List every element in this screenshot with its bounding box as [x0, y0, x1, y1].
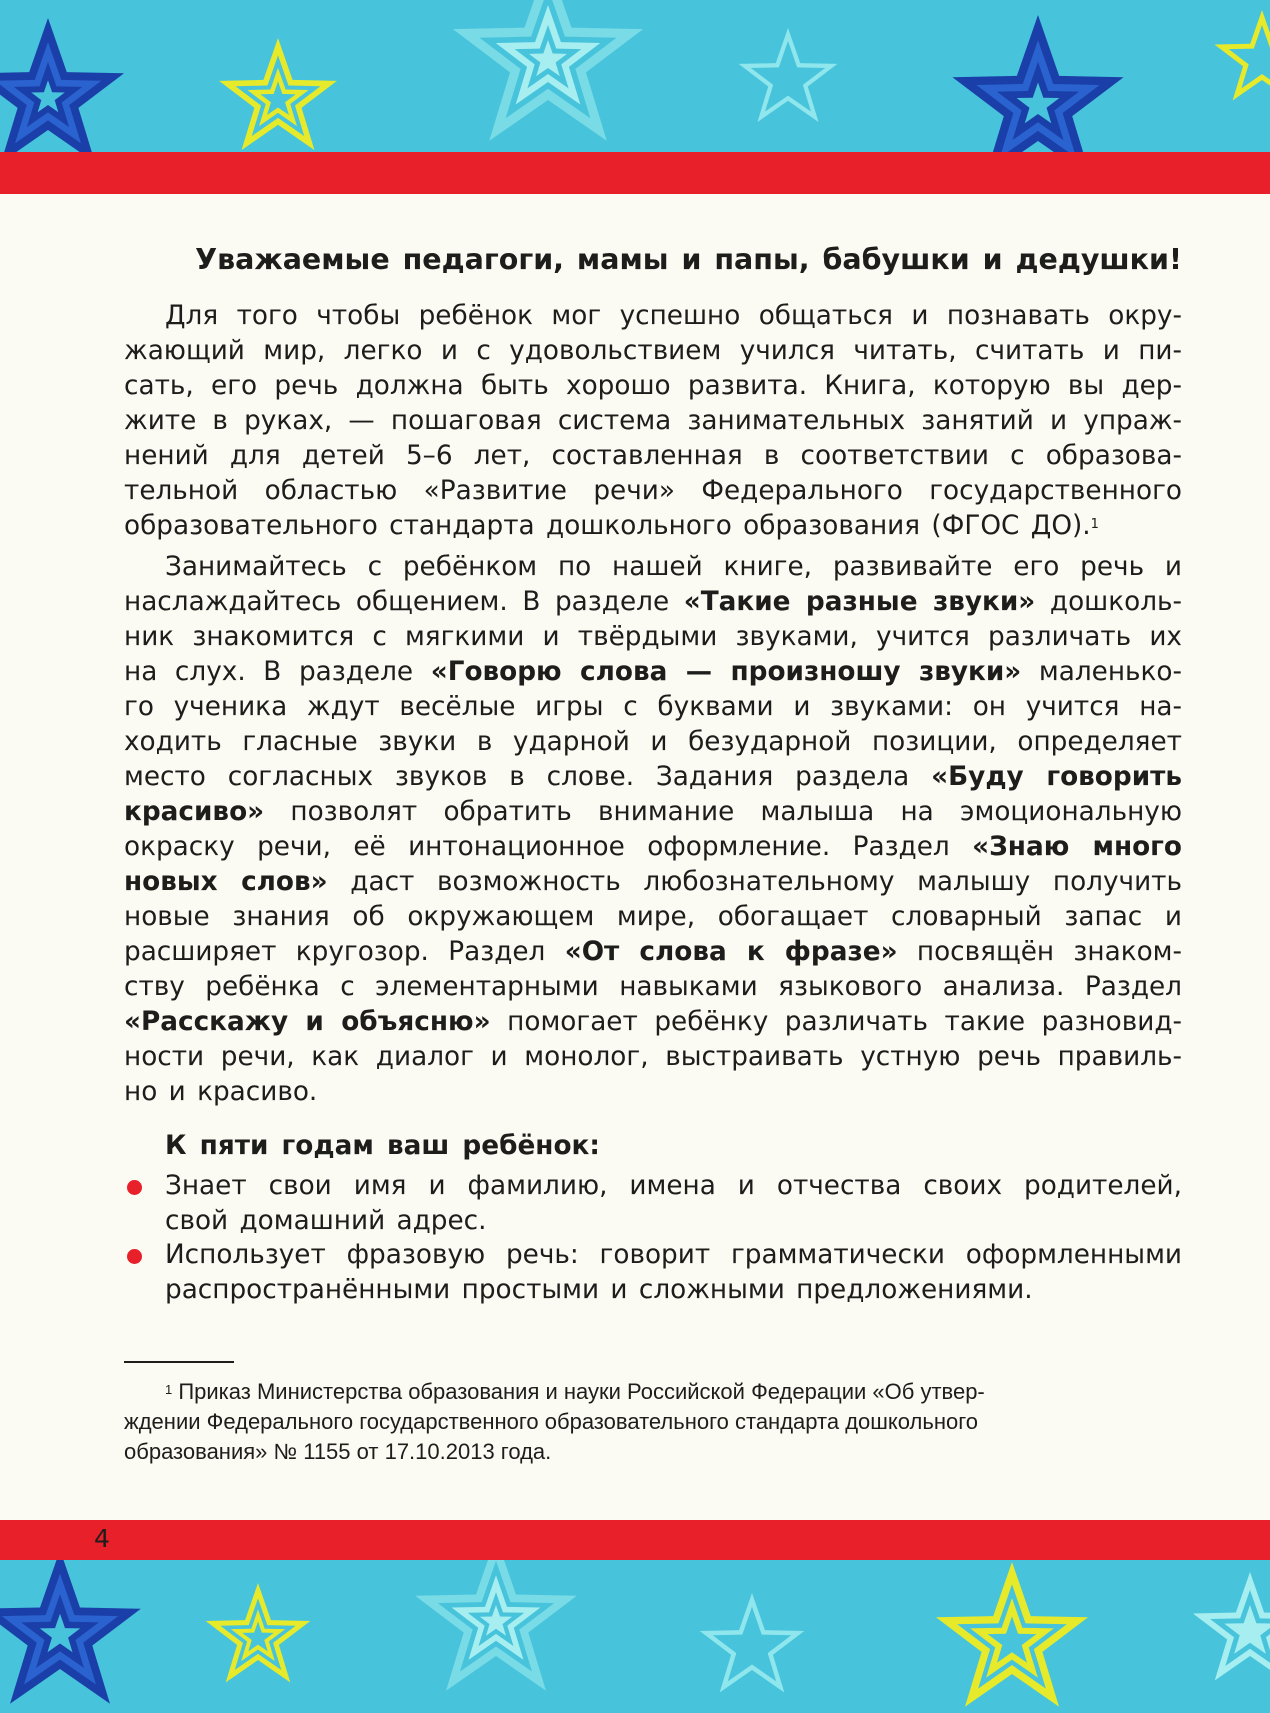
- star-icon: [1214, 10, 1270, 100]
- text-line: [124, 865, 1182, 900]
- text-line: жите в руках, — пошаговая система занимательных занятий и упраж-: [124, 406, 1182, 436]
- star-icon: [700, 1593, 805, 1692]
- bottom-red-stripe: [0, 1520, 1270, 1560]
- section-title: «Говорю слова — произношу звуки»: [430, 657, 1022, 687]
- top-red-stripe: [0, 152, 1270, 194]
- text-line: нений для детей 5–6 лет, составленная в соответствии с образова-: [124, 441, 1182, 471]
- star-icon: [739, 28, 838, 122]
- text-line: тельной областью «Развитие речи» Федерального государственного: [124, 476, 1182, 506]
- skills-subheading: К пяти годам ваш ребёнок:: [165, 1131, 600, 1161]
- text-line: ству ребёнка с элементарными навыками языкового анализа. Раздел: [124, 972, 1182, 1002]
- bullet-icon: [127, 1249, 142, 1264]
- star-icon: [206, 1583, 311, 1682]
- text-run: Приказ Министерства образования и науки Российской Федерации «Об утвер-: [172, 1379, 985, 1404]
- text-run: даст возможность любознательному малышу получить: [327, 867, 1182, 897]
- section-title: «Такие разные звуки»: [683, 587, 1036, 617]
- star-icon: [952, 15, 1123, 152]
- text-line: Использует фразовую речь: говорит грамматически оформленными: [165, 1240, 1182, 1270]
- text-line: ник знакомится с мягкими и твёрдыми звуками, учится различать их: [124, 622, 1182, 652]
- text-line: [124, 760, 1182, 795]
- section-title: новых слов»: [124, 867, 328, 897]
- text-line: ждении Федерального государственного образовательного стандарта дошкольного: [124, 1409, 979, 1434]
- text-line: ности речи, как диалог и монолог, выстраивать устную речь правиль-: [124, 1042, 1182, 1072]
- text-run: посвящён знаком-: [897, 937, 1182, 967]
- text-line: [124, 1005, 1182, 1040]
- intro-paragraph: [124, 299, 1182, 544]
- text-run: наслаждайтесь общением. В разделе: [124, 587, 684, 617]
- text-line: [124, 655, 1182, 690]
- text-line: [124, 585, 1182, 620]
- text-line: [124, 795, 1182, 830]
- text-run: дошколь-: [1035, 587, 1182, 617]
- text-line: [124, 830, 1182, 865]
- star-icon: [415, 1560, 577, 1691]
- text-run: помогает ребёнку различать такие разновид-: [490, 1007, 1182, 1037]
- text-line: [124, 509, 1182, 544]
- text-run: позволят обратить внимание малыша на эмоциональную: [264, 797, 1182, 827]
- text-run: окраску речи, её интонационное оформление. Раздел: [124, 832, 973, 862]
- text-line: [124, 1377, 1136, 1407]
- text-line: но и красиво.: [124, 1077, 318, 1107]
- text-line: ходить гласные звуки в ударной и безударной позиции, определяет: [124, 727, 1182, 757]
- text-line: Занимайтесь с ребёнком по нашей книге, развивайте его речь и: [165, 552, 1182, 582]
- bottom-star-banner: [0, 1560, 1270, 1713]
- footnote-marker: 1: [165, 1382, 173, 1397]
- text-run: место согласных звуков в слове. Задания раздела: [124, 762, 932, 792]
- text-line: жающий мир, легко и с удовольствием учился читать, считать и пи-: [124, 336, 1182, 366]
- text-line: распространёнными простыми и сложными предложениями.: [165, 1275, 1033, 1305]
- star-icon: [936, 1562, 1088, 1707]
- text-line-content: образовательного стандарта дошкольного образования (ФГОС ДО).: [124, 511, 1091, 541]
- star-icon: [1193, 1572, 1270, 1681]
- text-line: новые знания об окружающем мире, обогащает словарный запас и: [124, 902, 1182, 932]
- text-run: на слух. В разделе: [124, 657, 431, 687]
- text-run: расширяет кругозор. Раздел: [124, 937, 565, 967]
- star-icon: [453, 0, 643, 141]
- top-star-banner: [0, 0, 1270, 152]
- bullet-icon: [127, 1180, 142, 1195]
- list-item-text: [165, 1169, 1182, 1239]
- text-line: [124, 935, 1182, 970]
- text-line: Знает свои имя и фамилию, имена и отчества своих родителей,: [165, 1171, 1182, 1201]
- footnote-ref: 1: [1090, 517, 1099, 532]
- section-title: «От слова к фразе»: [564, 937, 898, 967]
- star-icon: [219, 38, 337, 150]
- page-number: 4: [94, 1524, 110, 1553]
- section-title: «Буду говорить: [931, 762, 1182, 792]
- list-item-text: [165, 1238, 1182, 1308]
- text-line: свой домашний адрес.: [165, 1206, 487, 1236]
- star-icon: [0, 18, 124, 152]
- text-line: образования» № 1155 от 17.10.2013 года.: [124, 1439, 552, 1464]
- page-heading: Уважаемые педагоги, мамы и папы, бабушки и дедушки!: [195, 243, 1182, 276]
- text-run: маленько-: [1021, 657, 1182, 687]
- section-title: «Расскажу и объясню»: [124, 1007, 491, 1037]
- footnote-divider: [124, 1361, 234, 1363]
- footnote: [124, 1377, 1136, 1467]
- text-line: сать, его речь должна быть хорошо развита. Книга, которую вы дер-: [124, 371, 1182, 401]
- text-line: го ученика ждут весёлые игры с буквами и звуками: он учится на-: [124, 692, 1182, 722]
- star-icon: [0, 1560, 141, 1704]
- section-title: красиво»: [124, 797, 265, 827]
- sections-paragraph: [124, 550, 1182, 1110]
- text-line: Для того чтобы ребёнок мог успешно общаться и познавать окру-: [165, 301, 1182, 331]
- section-title: «Знаю много: [972, 832, 1182, 862]
